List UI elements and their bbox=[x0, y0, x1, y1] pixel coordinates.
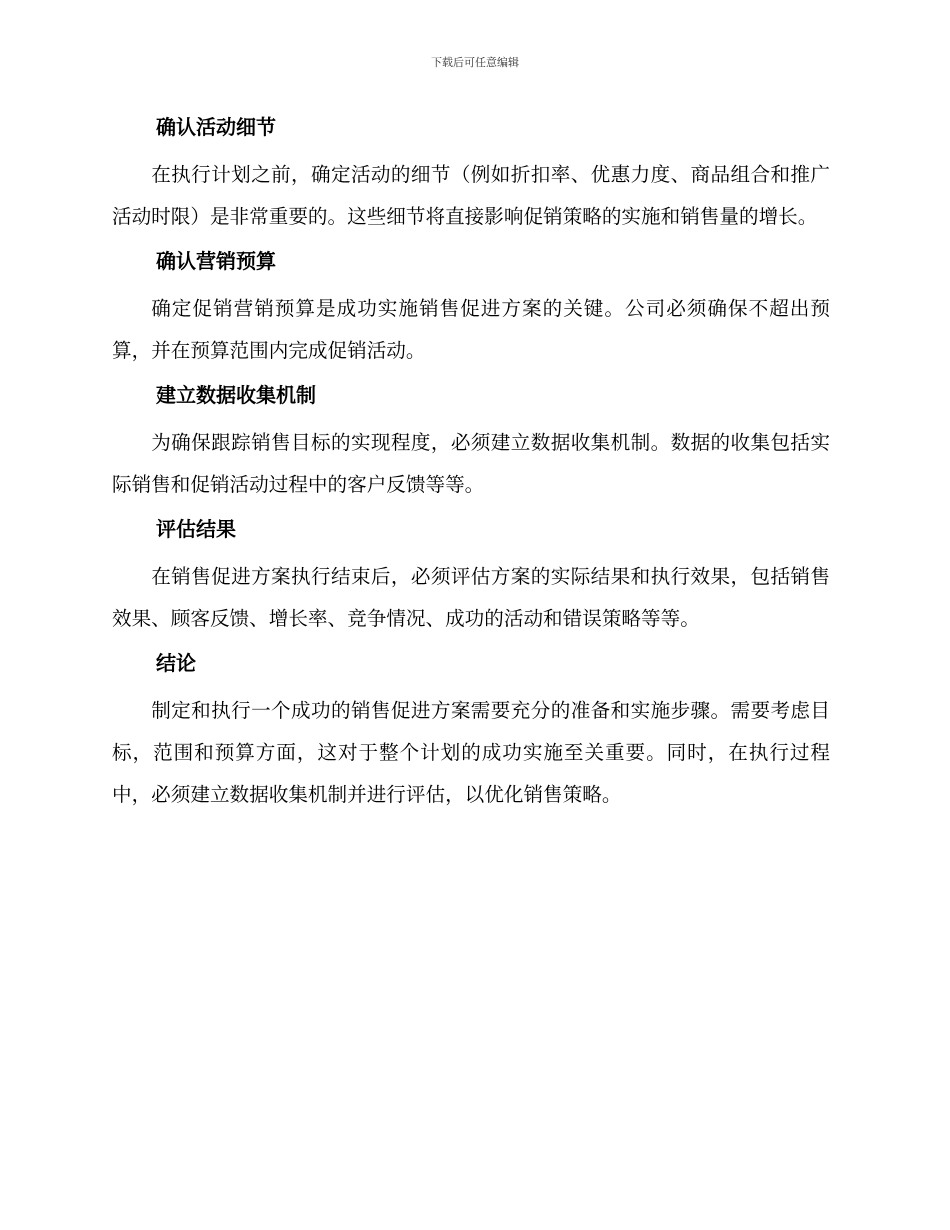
section-heading: 结论 bbox=[156, 651, 196, 675]
section-heading: 建立数据收集机制 bbox=[156, 383, 316, 407]
section-marketing-budget bbox=[112, 242, 830, 372]
section-evaluate-results bbox=[112, 510, 830, 640]
section-activity-details bbox=[112, 108, 830, 238]
section-paragraph: 在执行计划之前，确定活动的细节（例如折扣率、优惠力度、商品组合和推广活动时限）是非常重要的。这些细节将直接影响促销策略的实施和销售量的增长。 bbox=[112, 163, 830, 228]
section-paragraph: 确定促销营销预算是成功实施销售促进方案的关键。公司必须确保不超出预算，并在预算范围内完成促销活动。 bbox=[112, 297, 830, 362]
section-conclusion bbox=[112, 644, 830, 816]
section-paragraph: 制定和执行一个成功的销售促进方案需要充分的准备和实施步骤。需要考虑目标，范围和预算方面，这对于整个计划的成功实施至关重要。同时，在执行过程中，必须建立数据收集机制并进行评估，以优化销售策略。 bbox=[112, 699, 830, 806]
section-paragraph: 为确保跟踪销售目标的实现程度，必须建立数据收集机制。数据的收集包括实际销售和促销活动过程中的客户反馈等等。 bbox=[112, 431, 830, 496]
section-heading: 评估结果 bbox=[156, 517, 236, 541]
section-heading: 确认活动细节 bbox=[156, 115, 276, 139]
section-paragraph: 在销售促进方案执行结束后，必须评估方案的实际结果和执行效果，包括销售效果、顾客反馈、增长率、竞争情况、成功的活动和错误策略等等。 bbox=[112, 565, 830, 630]
section-data-collection bbox=[112, 376, 830, 506]
document-body bbox=[112, 108, 830, 820]
page-header: 下载后可任意编辑 bbox=[431, 56, 519, 69]
section-heading: 确认营销预算 bbox=[156, 249, 276, 273]
